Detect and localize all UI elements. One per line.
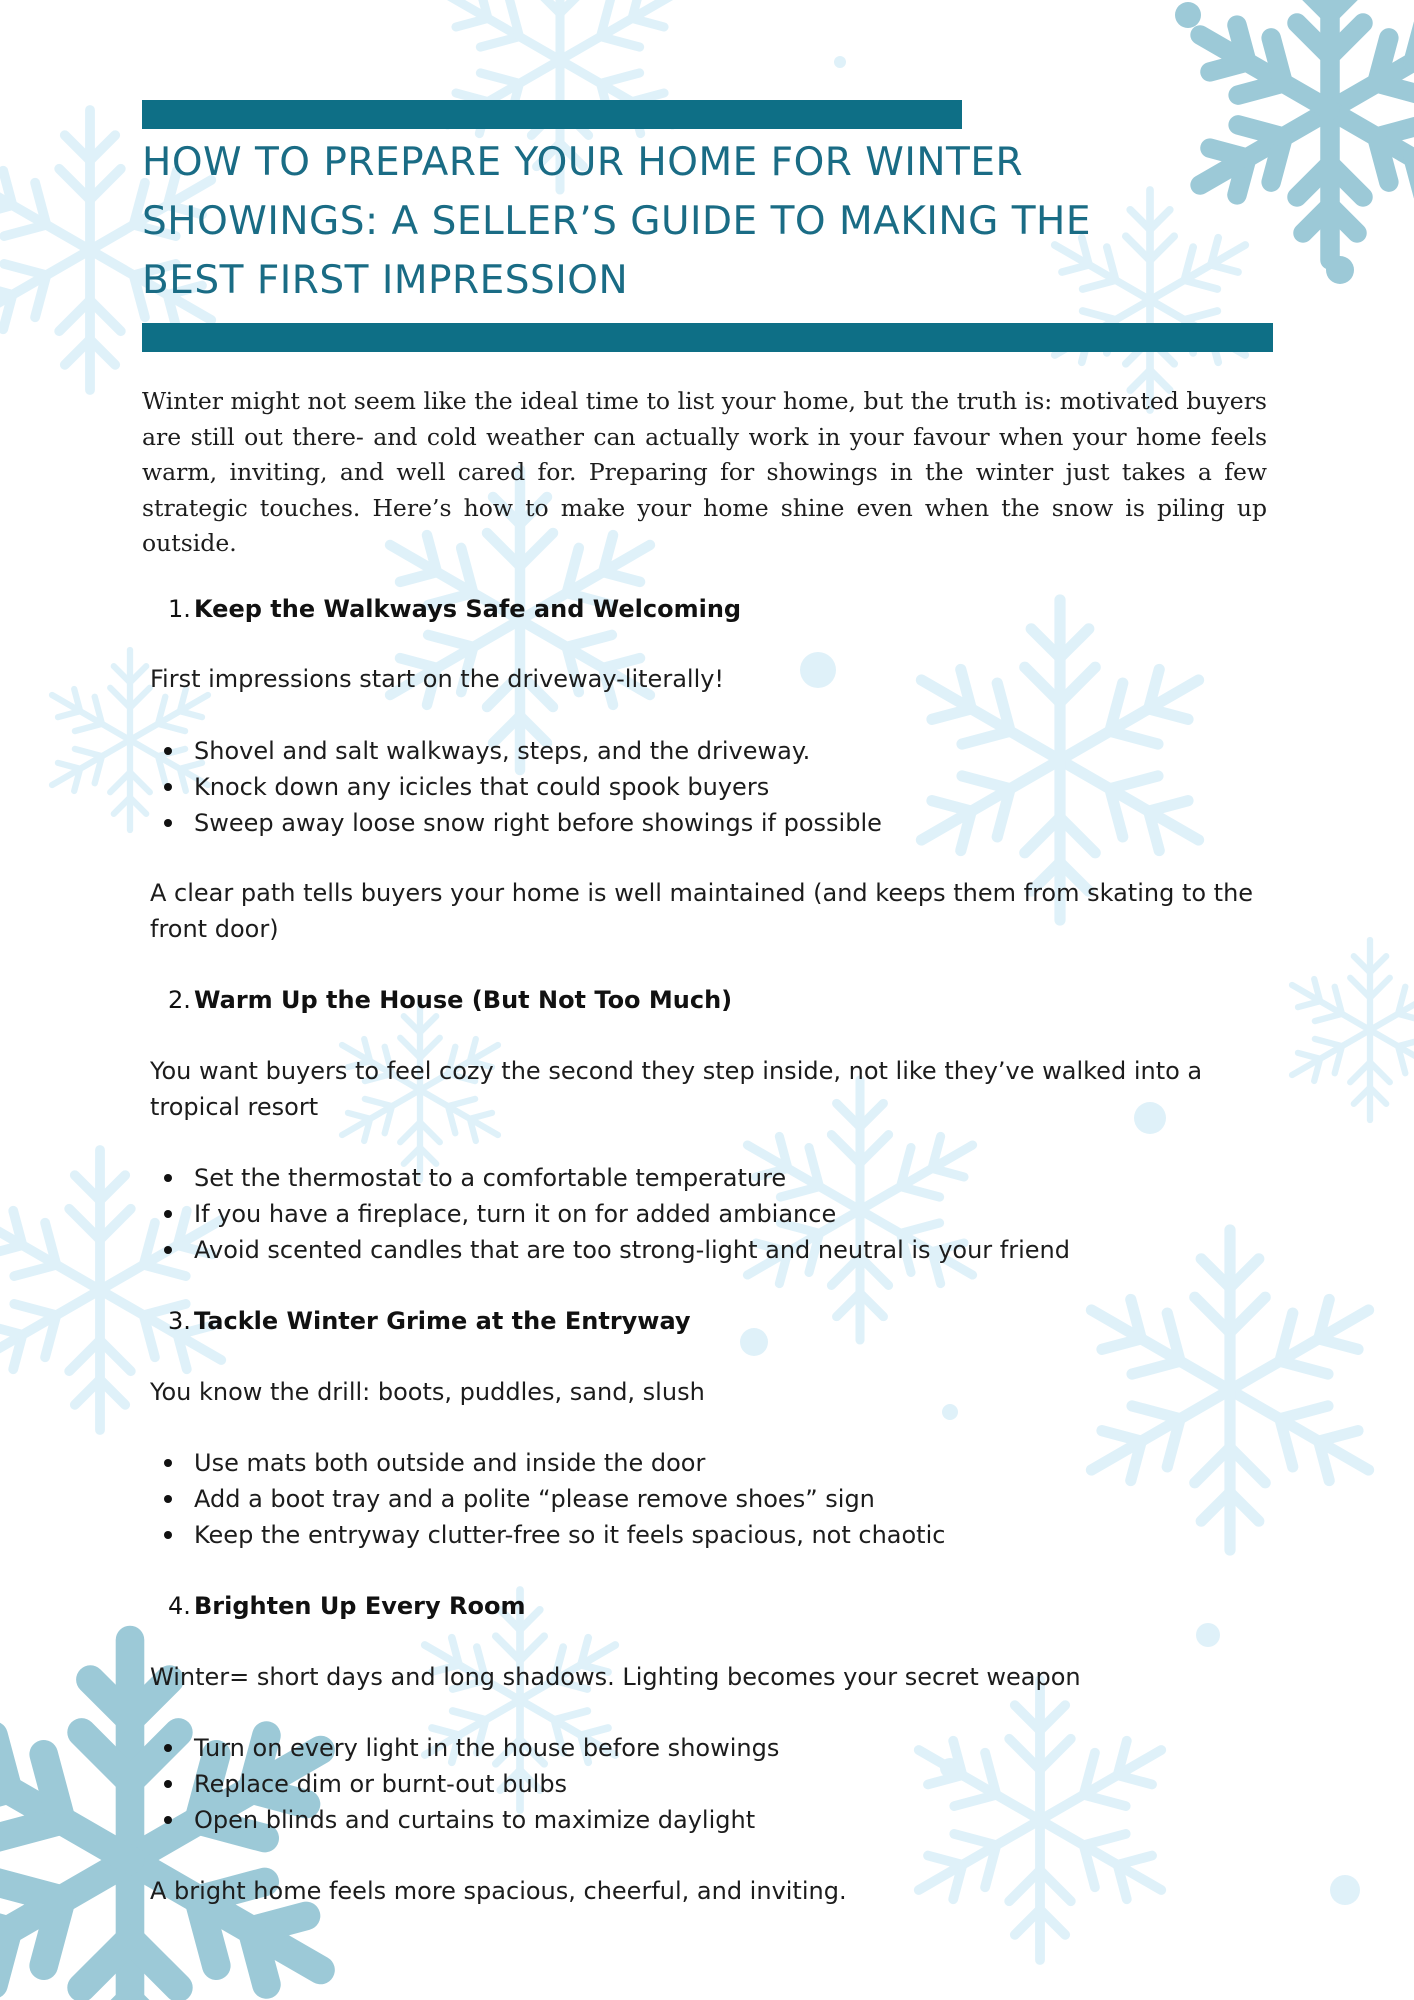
list-item: Knock down any icicles that could spook buyers xyxy=(150,769,882,805)
intro-paragraph: Winter might not seem like the ideal time to list your home, but the truth is: motivated buyers are still out there- and cold weather can actually work in your favour when your home feels warm, inviting, and well cared for. Preparing for showings in the winter just takes a few strategic touches. Here’s how to make your home shine even when the snow is piling up outside. xyxy=(142,387,1267,557)
section-number: 3. xyxy=(168,1307,191,1335)
section-heading xyxy=(168,1591,525,1621)
bullet-list xyxy=(150,1730,779,1838)
list-item: Replace dim or burnt-out bulbs xyxy=(150,1766,779,1802)
list-item: Shovel and salt walkways, steps, and the driveway. xyxy=(150,733,882,769)
list-item: Set the thermostat to a comfortable temperature xyxy=(150,1160,1070,1196)
section-number: 4. xyxy=(168,1592,191,1620)
bullet-icon xyxy=(164,1459,172,1467)
bullet-icon xyxy=(164,819,172,827)
page-title: HOW TO PREPARE YOUR HOME FOR WINTER SHOWINGS: A SELLER’S GUIDE TO MAKING THE BEST FIRST IMPRESSION xyxy=(142,140,1091,303)
bullet-icon xyxy=(164,1495,172,1503)
section-title: Keep the Walkways Safe and Welcoming xyxy=(194,595,742,623)
list-item: If you have a fireplace, turn it on for added ambiance xyxy=(150,1196,1070,1232)
list-item: Open blinds and curtains to maximize daylight xyxy=(150,1802,779,1838)
section-closing: A clear path tells buyers your home is well maintained (and keeps them from skating to the front door) xyxy=(150,879,1254,943)
section-title: Warm Up the House (But Not Too Much) xyxy=(194,986,733,1014)
list-item: Keep the entryway clutter-free so it feels spacious, not chaotic xyxy=(150,1517,945,1553)
section-lead: You know the drill: boots, puddles, sand, slush xyxy=(150,1378,705,1406)
bullet-list xyxy=(150,1445,945,1553)
section-title: Tackle Winter Grime at the Entryway xyxy=(194,1307,691,1335)
bullet-icon xyxy=(164,1780,172,1788)
bullet-icon xyxy=(164,747,172,755)
bullet-icon xyxy=(164,1246,172,1254)
bullet-icon xyxy=(164,1816,172,1824)
section-number: 2. xyxy=(168,986,191,1014)
title-accent-bar-bottom xyxy=(142,323,1273,352)
list-item: Turn on every light in the house before showings xyxy=(150,1730,779,1766)
title-accent-bar-top xyxy=(142,100,962,129)
section-heading xyxy=(168,985,732,1015)
section-title: Brighten Up Every Room xyxy=(194,1592,526,1620)
bullet-list xyxy=(150,733,882,841)
bullet-icon xyxy=(164,1174,172,1182)
section-heading xyxy=(168,594,741,624)
bullet-icon xyxy=(164,783,172,791)
bullet-icon xyxy=(164,1744,172,1752)
section-closing: A bright home feels more spacious, cheerful, and inviting. xyxy=(150,1877,847,1905)
list-item: Sweep away loose snow right before showings if possible xyxy=(150,805,882,841)
list-item: Use mats both outside and inside the door xyxy=(150,1445,945,1481)
section-lead: First impressions start on the driveway-literally! xyxy=(150,665,725,693)
bullet-list xyxy=(150,1160,1070,1268)
bullet-icon xyxy=(164,1210,172,1218)
section-lead: You want buyers to feel cozy the second they step inside, not like they’ve walked into a tropical resort xyxy=(150,1057,1203,1121)
section-lead: Winter= short days and long shadows. Lighting becomes your secret weapon xyxy=(150,1663,1081,1691)
section-number: 1. xyxy=(168,595,191,623)
list-item: Add a boot tray and a polite “please remove shoes” sign xyxy=(150,1481,945,1517)
bullet-icon xyxy=(164,1531,172,1539)
section-heading xyxy=(168,1306,691,1336)
list-item: Avoid scented candles that are too strong-light and neutral is your friend xyxy=(150,1232,1070,1268)
